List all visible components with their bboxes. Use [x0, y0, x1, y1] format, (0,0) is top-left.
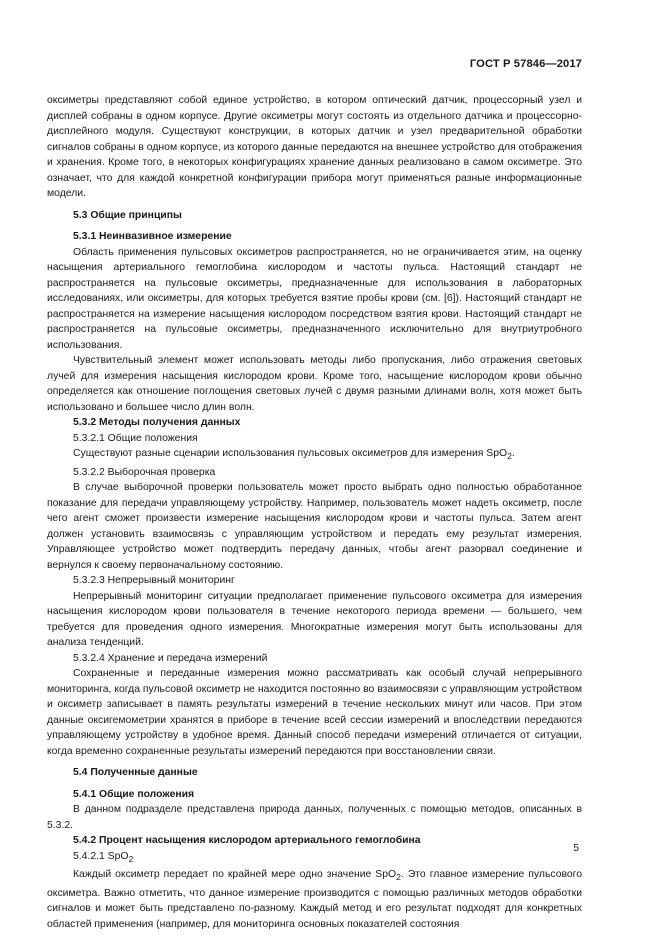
clause-heading-5-4-2-1: [47, 849, 582, 868]
paragraph-5-4-2-1-a: Каждый оксиметр передает по крайней мере одно значение SpO: [73, 869, 397, 881]
paragraph-5-4-2-1: [47, 867, 582, 932]
paragraph-intro: оксиметры представляют собой единое устройство, в котором оптический датчик, процессорный узел и дисплей собраны в одном корпусе. Другие оксиметры могут состоять из отдельного датчика и процессорно-дисплейного модуля. Существуют конструкции, в которых датчик и узел предварительной обработки сигналов собраны в одном корпусе, из которого данные передаются на внешнее устройство для отображения и хранения. Кроме того, в некоторых конфигурациях хранение данных реализовано в самом оксиметре. Это означает, что для каждой конкретной конфигурации прибора могут применяться разные информационные модели.: [47, 95, 582, 199]
paragraph-5-3-2-1-text: Существуют разные сценарии использования пульсовых оксиметров для измерения SpO: [73, 448, 508, 459]
subsection-heading-5-4-1: 5.4.1 Общие положения: [73, 788, 195, 800]
clause-heading-5-3-2-4: 5.3.2.4 Хранение и передача измерений: [73, 652, 268, 664]
clause-heading-5-3-2-2: 5.3.2.2 Выборочная проверка: [73, 466, 216, 478]
paragraph-5-3-2-1: [47, 446, 582, 465]
subsection-heading-5-3-2: 5.3.2 Методы получения данных: [73, 417, 241, 428]
paragraph-5-4-1: В данном подразделе представлена природа данных, полученных с помощью методов, описанных в 5.3.2.: [47, 804, 582, 831]
subscript-2: 2: [396, 872, 401, 883]
paragraph-5-3-2-1-end: .: [511, 448, 515, 459]
clause-heading-5-3-2-3: 5.3.2.3 Непрерывный мониторинг: [73, 575, 235, 587]
page-number: 5: [573, 843, 579, 854]
paragraph-5-3-1-b: Чувствительный элемент может использовать методы либо пропускания, либо отражения световых лучей для измерения насыщения кислородом крови. Кроме того, насыщение кислородом крови обычно определяется как отношение поглощения световых лучей с двумя разными длинами волн, хотя может быть использовано и большее число длин волн.: [47, 355, 582, 413]
paragraph-5-4-2-1-b: . Это главное измерение пульсового оксиметра. Важно отметить, что данное измерение производится с помощью различных методов обработки сигналов и может быть представлено по-разному. Каждый метод и его результат подходят для конкретных областей применения (например, для мониторинга основных показателей состояния: [47, 869, 582, 930]
clause-heading-5-3-2-1: 5.3.2.1 Общие положения: [73, 432, 198, 444]
clause-heading-5-4-2-1-text: 5.4.2.1 SpO: [73, 850, 129, 862]
paragraph-5-3-2-3: Непрерывный мониторинг ситуации предполагает применение пульсового оксиметра для измерения насыщения кислородом крови пользователя в течение некоторого периода времени — большего, чем требуется для проведения одного измерения. Многократные измерения могут быть использованы для анализа тенденций.: [47, 590, 582, 649]
subscript-2: 2: [507, 451, 512, 462]
section-heading-5-3: 5.3 Общие принципы: [73, 209, 182, 221]
subsection-heading-5-4-2: 5.4.2 Процент насыщения кислородом артериального гемоглобина: [73, 835, 421, 847]
document-header: ГОСТ Р 57846—2017: [469, 58, 582, 70]
paragraph-5-3-2-4: Сохраненные и переданные измерения можно рассматривать как особый случай непрерывного мониторинга, когда пульсовой оксиметр не находится постоянно во взаимосвязи с управляющим устройством и оксиметр записывает в память результаты измерений в течение нескольких минут или часов. При этом данные оксигемометрии хранятся в приборе в течение всей сессии измерений и впоследствии передаются управляющему устройству в удобное время. Данный способ передачи измерений отличается от ситуации, когда временно сохраненные результаты измерений передаются при восстановлении связи.: [47, 668, 582, 757]
paragraph-5-3-1-a: Область применения пульсовых оксиметров распространяется, но не ограничивается этим, на оценку насыщения артериального гемоглобина кислородом и частоты пульса. Настоящий стандарт не распространяется на пульсовые оксиметры, предназначенные для использования в лабораторных исследованиях, или оксиметры, для которых требуется взятие пробы крови (см. [6]). Настоящий стандарт не распространяется на измерение насыщения кислородом посредством взятия крови. Настоящий стандарт не распространяется на пульсовые оксиметры, предназначенного исключительно для внутриутробного использования.: [47, 246, 582, 351]
section-heading-5-4: 5.4 Полученные данные: [73, 767, 198, 779]
subscript-2: 2: [128, 853, 134, 864]
paragraph-5-3-2-2: В случае выборочной проверки пользователь может просто выбрать одно полностью обработанное показание для передачи управляющему устройству. Например, пользователь может надеть оксиметр, после чего агент сможет произвести измерение насыщения кислородом крови и частоты пульса. Затем агент должен установить взаимосвязь с управляющим устройством и передать ему результат измерения. Управляющее устройство может подтвердить передачу данных, чтобы агент разорвал соединение и вернулся к своему первоначальному состоянию.: [47, 482, 582, 571]
subsection-heading-5-3-1: 5.3.1 Неинвазивное измерение: [73, 231, 232, 242]
document-body: [47, 93, 582, 932]
